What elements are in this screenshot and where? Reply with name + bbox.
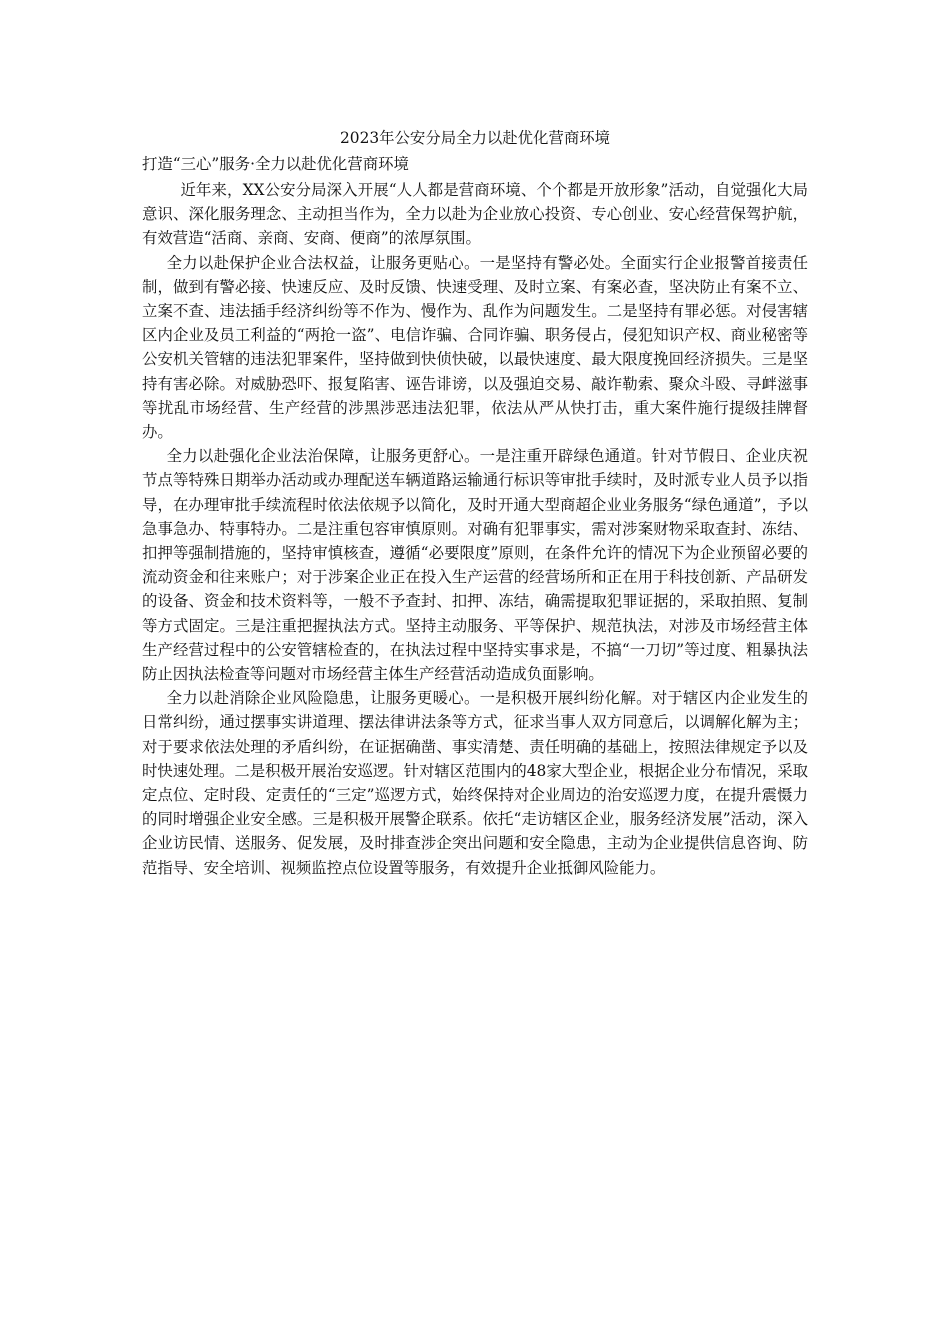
document-body [142,124,808,880]
paragraph-protect-rights: 全力以赴保护企业合法权益，让服务更贴心。一是坚持有警必处。全面实行企业报警首接责任制，做到有警必接、快速反应、及时反馈、快速受理、及时立案、有案必查，坚决防止有案不立、立案不查、违法插手经济纠纷等不作为、慢作为、乱作为问题发生。二是坚持有罪必惩。对侵害辖区内企业及员工利益的“两抢一盗”、电信诈骗、合同诈骗、职务侵占，侵犯知识产权、商业秘密等公安机关管辖的违法犯罪案件，坚持做到快侦快破，以最快速度、最大限度挽回经济损失。三是坚持有害必除。对威胁恐吓、报复陷害、诬告诽谤，以及强迫交易、敲诈勒索、聚众斗殴、寻衅滋事等扰乱市场经营、生产经营的涉黑涉恶违法犯罪，依法从严从快打击，重大案件施行提级挂牌督办。 [142,253,808,442]
document-title: 2023年公安分局全力以赴优化营商环境 [339,129,611,147]
document-subtitle: 打造“三心”服务·全力以赴优化营商环境 [142,155,409,173]
paragraph-legal-guarantee: 全力以赴强化企业法治保障，让服务更舒心。一是注重开辟绿色通道。针对节假日、企业庆祝节点等特殊日期举办活动或办理配送车辆道路运输通行标识等审批手续时，及时派专业人员予以指导，在办理审批手续流程时依法依规予以简化，及时开通大型商超企业业务服务“绿色通道”，予以急事急办、特事特办。二是注重包容审慎原则。对确有犯罪事实，需对涉案财物采取查封、冻结、扣押等强制措施的，坚持审慎核查，遵循“必要限度”原则，在条件允许的情况下为企业预留必要的流动资金和往来账户；对于涉案企业正在投入生产运营的经营场所和正在用于科技创新、产品研发的设备、资金和技术资料等，一般不予查封、扣押、冻结，确需提取犯罪证据的，采取拍照、复制等方式固定。三是注重把握执法方式。坚持主动服务、平等保护、规范执法，对涉及市场经营主体生产经营过程中的公安管辖检查的，在执法过程中坚持实事求是，不搞“一刀切”等过度、粗暴执法防止因执法检查等问题对市场经营主体生产经营活动造成负面影响。 [142,447,808,684]
paragraph-risk-elimination: 全力以赴消除企业风险隐患，让服务更暖心。一是积极开展纠纷化解。对于辖区内企业发生的日常纠纷，通过摆事实讲道理、摆法律讲法条等方式，征求当事人双方同意后，以调解化解为主；对于要求依法处理的矛盾纠纷，在证据确凿、事实清楚、责任明确的基础上，按照法律规定予以及时快速处理。二是积极开展治安巡逻。针对辖区范围内的48家大型企业，根据企业分布情况，采取定点位、定时段、定责任的“三定”巡逻方式，始终保持对企业周边的治安巡逻力度，在提升震慑力的同时增强企业安全感。三是积极开展警企联系。依托“走访辖区企业，服务经济发展”活动，深入企业访民情、送服务、促发展，及时排查涉企突出问题和安全隐患，主动为企业提供信息咨询、防范指导、安全培训、视频监控点位设置等服务，有效提升企业抵御风险能力。 [142,689,808,877]
paragraph-intro: 近年来，XX公安分局深入开展“人人都是营商环境、个个都是开放形象”活动，自觉强化大局意识、深化服务理念、主动担当作为，全力以赴为企业放心投资、专心创业、安心经营保驾护航，有效营造“活商、亲商、安商、便商”的浓厚氛围。 [142,181,808,248]
